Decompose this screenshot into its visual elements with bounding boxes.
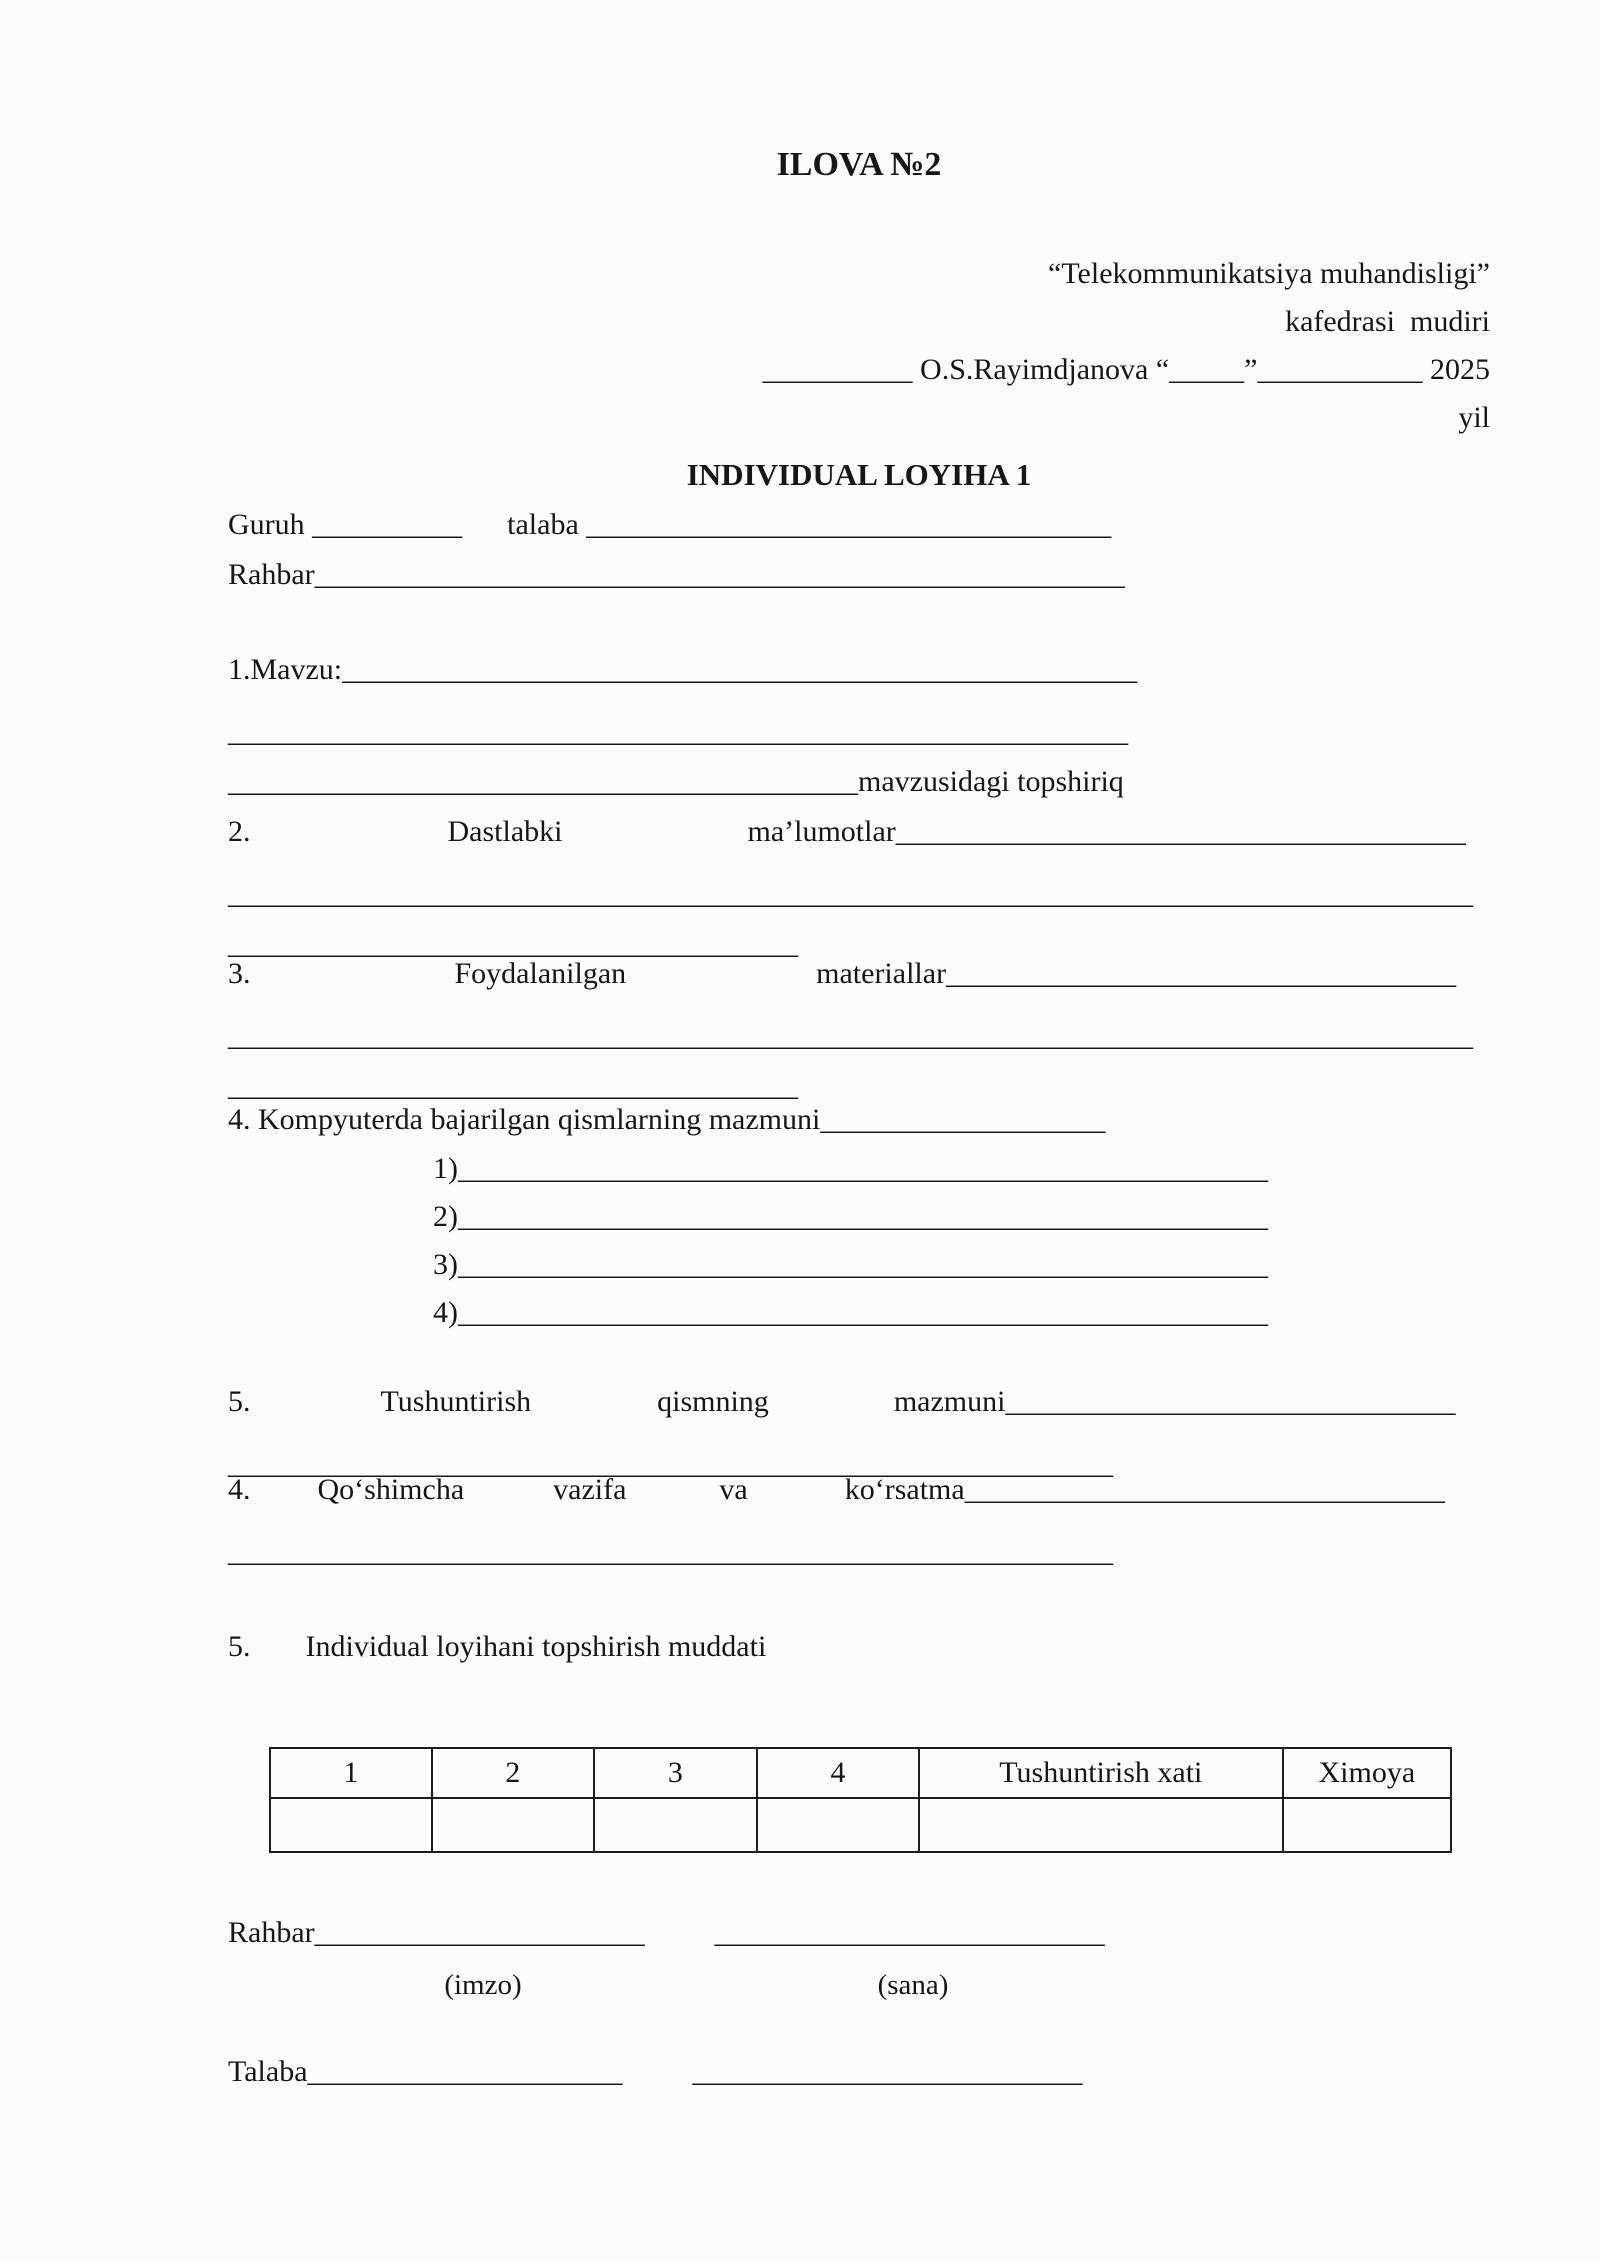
table-cell-empty — [432, 1798, 594, 1852]
topshiriq-text: mavzusidagi topshiriq — [858, 765, 1124, 798]
table-cell-empty — [1283, 1798, 1451, 1852]
spacer — [228, 1993, 318, 1994]
spacer — [626, 1498, 719, 1499]
korsatma-word: ko‘rsatma — [844, 1473, 965, 1506]
spacer — [251, 1498, 318, 1499]
spacer — [769, 1410, 894, 1411]
talaba-sig-blank: _____________________ — [307, 2055, 623, 2088]
tushuntirish-word: Tushuntirish — [380, 1385, 532, 1418]
section-number: 3. — [228, 957, 251, 990]
rahbar-sig-label: Rahbar — [228, 1916, 315, 1949]
signature-captions — [228, 1963, 1490, 2007]
department-role: kafedrasi mudiri — [1285, 305, 1490, 338]
tushuntirish-blank: ______________________________ — [1005, 1385, 1456, 1418]
dastlabki-rule-line-2: ______________________________________ — [228, 927, 798, 960]
mavzu-blank: _____________________________________________________ — [342, 653, 1138, 686]
mavzu-label: 1.Mavzu: — [228, 653, 343, 686]
talaba-label: talaba — [507, 508, 579, 541]
spacer — [464, 1498, 553, 1499]
spacer — [531, 1410, 657, 1411]
section-number: 2. — [228, 815, 251, 848]
item-label: 1) — [433, 1152, 458, 1185]
spacer — [562, 840, 747, 841]
malumotlar-word: ma’lumotlar — [747, 815, 896, 848]
guruh-label: Guruh — [228, 508, 305, 541]
mavzu-heading — [228, 645, 1490, 695]
table-header-cell: Ximoya — [1283, 1748, 1451, 1798]
dastlabki-rule-line: ___________________________________________________________________________________ — [228, 877, 1473, 910]
foydalanilgan-rule-line: ___________________________________________________________________________________ — [228, 1019, 1473, 1052]
rahbar-sig-blank: ______________________ — [314, 1916, 645, 1949]
spacer — [251, 1655, 306, 1656]
item-blank: ______________________________________________________ — [458, 1296, 1268, 1329]
foydalanilgan-rule-line-2: ______________________________________ — [228, 1069, 798, 1102]
table-header-cell: Tushuntirish xati — [919, 1748, 1283, 1798]
talaba-blank: ___________________________________ — [586, 508, 1112, 541]
signature-blank: __________ — [762, 353, 913, 386]
table-cell-empty — [757, 1798, 919, 1852]
table-row — [270, 1798, 1451, 1852]
list-item — [228, 1193, 1490, 1241]
kompyuter-heading — [228, 1095, 1490, 1145]
section-number: 4. — [228, 1473, 251, 1506]
spacer — [462, 533, 507, 534]
spacer — [251, 840, 448, 841]
signature-date-line — [228, 346, 1490, 394]
sana-caption: (sana) — [877, 1969, 949, 2001]
qoshimcha-heading — [228, 1465, 1490, 1515]
talaba-signature-line — [228, 2047, 1490, 2097]
spacer — [648, 1993, 718, 1994]
rahbar-date-blank: __________________________ — [714, 1916, 1105, 1949]
list-item — [228, 1145, 1490, 1193]
spacer — [251, 982, 455, 983]
approval-header — [228, 250, 1490, 442]
dastlabki-word: Dastlabki — [447, 815, 563, 848]
year-suffix: yil — [1458, 401, 1490, 434]
section-number: 5. — [228, 1385, 251, 1418]
table-header-row — [270, 1748, 1451, 1798]
imzo-caption: (imzo) — [444, 1969, 522, 2001]
item-label: 2) — [433, 1200, 458, 1233]
rahbar-signature-line — [228, 1908, 1490, 1958]
muddat-text: Individual loyihani topshirish muddati — [305, 1630, 767, 1663]
department-name: “Telekommunikatsiya muhandisligi” — [1048, 257, 1490, 290]
section-number: 5. — [228, 1630, 251, 1663]
list-item — [228, 1241, 1490, 1289]
quote-open: “ — [1155, 353, 1170, 386]
qismning-word: qismning — [657, 1385, 769, 1418]
kompyuter-label: 4. Kompyuterda bajarilgan qismlarning mazmuni — [228, 1103, 821, 1136]
kompyuter-blank: ___________________ — [820, 1103, 1106, 1136]
form-title: INDIVIDUAL LOYIHA 1 — [686, 457, 1032, 492]
date-day-blank: _____ — [1169, 353, 1245, 386]
talaba-date-blank: __________________________ — [692, 2055, 1083, 2088]
list-item — [228, 1289, 1490, 1337]
qoshimcha-rule-line: ___________________________________________________________ — [228, 1535, 1113, 1568]
foydalanilgan-word: Foydalanilgan — [454, 957, 627, 990]
mavzu-topshiriq-line — [228, 757, 1490, 807]
table-cell-empty — [594, 1798, 758, 1852]
item-label: 4) — [433, 1296, 458, 1329]
page-title: ILOVA №2 — [776, 146, 942, 183]
guruh-line — [228, 500, 1490, 550]
tushuntirish-rule-line: ___________________________________________________________ — [228, 1447, 1113, 1480]
table-header-cell: 1 — [270, 1748, 432, 1798]
date-month-blank: ___________ — [1257, 353, 1423, 386]
spacer — [748, 1498, 845, 1499]
muddat-heading — [228, 1622, 1490, 1672]
mazmuni-word: mazmuni — [893, 1385, 1006, 1418]
guruh-blank: __________ — [312, 508, 463, 541]
item-blank: ______________________________________________________ — [458, 1200, 1268, 1233]
materiallar-word: materiallar — [816, 957, 947, 990]
table-header-cell: 2 — [432, 1748, 594, 1798]
va-word: va — [719, 1473, 748, 1506]
head-name: O.S.Rayimdjanova — [920, 353, 1149, 386]
item-label: 3) — [433, 1248, 458, 1281]
quote-close: ” — [1244, 353, 1258, 386]
spacer — [626, 982, 816, 983]
vazifa-word: vazifa — [553, 1473, 627, 1506]
rahbar-line — [228, 550, 1490, 600]
spacer — [251, 1410, 381, 1411]
foydalanilgan-blank: __________________________________ — [946, 957, 1457, 990]
spacer — [623, 2080, 693, 2081]
rahbar-label: Rahbar — [228, 558, 315, 591]
dastlabki-blank: ______________________________________ — [895, 815, 1466, 848]
table-cell-empty — [270, 1798, 432, 1852]
foydalanilgan-heading — [228, 949, 1490, 999]
rahbar-blank: ______________________________________________________ — [314, 558, 1125, 591]
dastlabki-heading — [228, 807, 1490, 857]
deadline-table — [269, 1747, 1452, 1853]
talaba-sig-label: Talaba — [228, 2055, 308, 2088]
mavzu-blank-3: __________________________________________ — [228, 765, 858, 798]
qoshimcha-word: Qo‘shimcha — [317, 1473, 465, 1506]
table-cell-empty — [919, 1798, 1283, 1852]
qoshimcha-blank: ________________________________ — [964, 1473, 1445, 1506]
spacer — [645, 1941, 715, 1942]
item-blank: ______________________________________________________ — [458, 1248, 1268, 1281]
table-header-cell: 3 — [594, 1748, 758, 1798]
table-header-cell: 4 — [757, 1748, 919, 1798]
item-blank: ______________________________________________________ — [458, 1152, 1268, 1185]
tushuntirish-heading — [228, 1377, 1490, 1427]
year-value: 2025 — [1430, 353, 1490, 386]
mavzu-rule-line: ____________________________________________________________ — [228, 715, 1128, 748]
